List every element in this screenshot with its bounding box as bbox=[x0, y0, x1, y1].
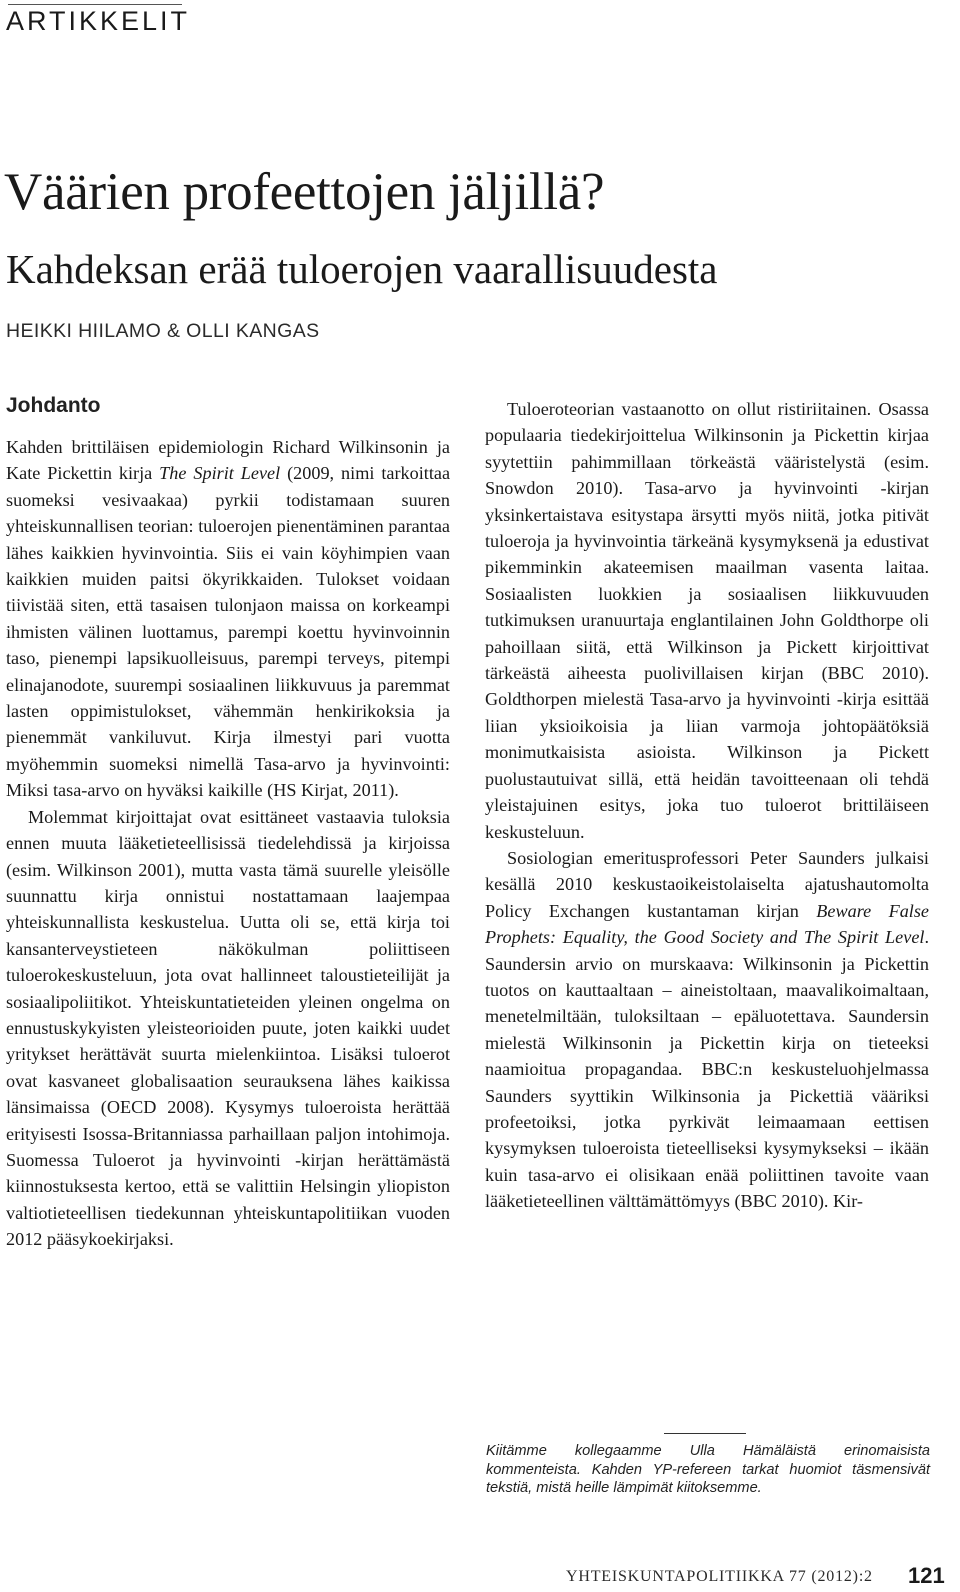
section-label: ARTIKKELIT bbox=[6, 6, 191, 36]
book-title-spirit-level: The Spirit Level bbox=[159, 463, 281, 484]
paragraph-1-text-a: Kahden brittiläisen epidemiologin Richard Wilkinsonin ja Kate Pickettin kirja bbox=[6, 437, 450, 484]
paragraph-4 bbox=[485, 845, 929, 1215]
footnote: Kiitämme kollegaamme Ulla Hämäläistä erinomaisista kommenteista. Kahden YP-refereen tarkat huomiot täsmensivät tekstiä, mistä heille lämpimät kiitoksemme. bbox=[486, 1443, 930, 1496]
paragraph-4-text-b: . Saundersin arvio on murskaava: Wilkinsonin ja Pickettin tuotos on kauttaaltaan – aineistoltaan, maavalikoimaltaan, menetelmiltään, tuloksiltaan – epäluotettava. Saundersin mielestä Wilkinsonin ja Pickettin kirja on tieteeksi naamioitua propagandaa. BBC:n keskusteluohjelmassa Saunders syyttikin Wilkinsonia ja Pickettiä vääriksi profeetoiksi, jotka pyrkivät leimaamaan eettisen kysymyksen tuloeroista tieteelliseksi kysymykseksi – ikään kuin tasa-arvo ei olisikaan enää poliittinen tavoite vaan lääketieteellinen välttämättömyys (BBC 2010). Kir- bbox=[485, 927, 929, 1212]
article-subtitle: Kahdeksan erää tuloerojen vaarallisuudesta bbox=[6, 246, 718, 292]
article-title: Väärien profeettojen jäljillä? bbox=[4, 163, 605, 221]
left-column bbox=[6, 392, 450, 1253]
section-heading: Johdanto bbox=[6, 394, 101, 417]
page-number: 121 bbox=[908, 1563, 945, 1588]
paragraph-1-text-b: (2009, nimi tarkoittaa suomeksi vesivaakaa) pyrkii todistamaan suuren yhteiskunnallisen teorian: tuloerojen pienentäminen parantaa lähes kaikkien hyvinvointia. Siis ei vain köyhimpien vaan kaikkien muiden paitsi ökyrikkaiden. Tulokset voidaan tiivistää siten, että tasaisen tulonjaon maissa on korkeampi ihmisten välinen luottamus, parempi koettu hyvinvoinnin taso, pienempi lapsikuolleisuus, parempi terveys, pitempi elinajanodote, suurempi sosiaalinen liikkuvuus ja paremmat lasten oppimistulokset, vähemmän henkirikoksia ja pienemmät vankiluvut. Kirja ilmestyi pari vuotta myöhemmin suomeksi nimellä Tasa-arvo ja hyvinvointi: Miksi tasa-arvo on hyväksi kaikille (HS Kirjat, 2011). bbox=[6, 463, 451, 801]
paragraph-4-text-a: Sosiologian emeritusprofessori Peter Saunders julkaisi kesällä 2010 keskustaoikeistolaiselta ajatushautomolta Policy Exchangen kustantaman kirjan bbox=[485, 847, 929, 921]
article-authors: HEIKKI HIILAMO & OLLI KANGAS bbox=[6, 320, 320, 342]
right-column bbox=[485, 396, 929, 1215]
paragraph-2: Molemmat kirjoittajat ovat esittäneet vastaavia tuloksia ennen muuta lääketieteellisissä tiedelehdissä ja kirjoissa (esim. Wilkinson 2001), mutta vasta tämä suurelle yleisölle suunnattu kirja onnistui nostattamaan laajempaa yhteiskunnallista keskustelua. Uutta oli se, että kirja toi kansanterveystieteen näkökulman poliittiseen tuloerokeskusteluun, jota ovat hallinneet taloustieteilijät ja sosiaalipoliitikot. Yhteiskuntatieteiden yleinen ongelma on ennustuskykyisten yleisteorioiden puute, joten kaikki uudet yritykset herättävät suurta mielenkiintoa. Lisäksi tuloerot ovat kasvaneet globalisaation seurauksena lähes kaikissa länsimaissa (OECD 2008). Kysymys tuloeroista herättää erityisesti Isossa-Britanniassa parhaillaan paljon intohimoja. Suomessa Tuloerot ja hyvinvointi -kirjan herättämästä kiinnostuksesta kertoo, että se valittiin Helsingin yliopiston valtiotieteellisen tiedekunnan yhteiskuntapolitiikan vuoden 2012 pääsykoekirjaksi. bbox=[6, 806, 450, 1250]
book-title-beware-false-prophets: Beware False Prophets: Equality, the Good Society and The Spirit Level bbox=[485, 900, 930, 948]
footnote-rule bbox=[664, 1433, 746, 1434]
section-rule bbox=[8, 4, 182, 5]
journal-citation: YHTEISKUNTAPOLITIIKKA 77 (2012):2 bbox=[566, 1568, 873, 1585]
paragraph-1 bbox=[6, 434, 450, 804]
paragraph-3: Tuloeroteorian vastaanotto on ollut ristiriitainen. Osassa populaaria tiedekirjoittelua Wilkinsonin ja Pickettin kirjaa syytettiin pahimmillaan törkeästä vääristelystä (esim. Snowdon 2010). Tasa-arvo ja hyvinvointi -kirjan yksinkertaistava esitystapa ärsytti myös niitä, jotka pitivät tuloeroja ja hyvinvointia tärkeänä kysymyksenä ja edustivat pikemminkin akateemisen maailman vasenta laitaa. Sosiaalisten luokkien ja sosiaalisen liikkuvuuden tutkimuksen uranuurtaja englantilainen John Goldthorpe oli pahoillaan siitä, että Wilkinson ja Pickett kirjoittivat tärkeästä aiheesta puolivillaisen kirjan (BBC 2010). Goldthorpen mielestä Tasa-arvo ja hyvinvointi -kirja esittää liian yksioikoisia ja liian varmoja johtopäätöksiä monimutkaisista asioista. Wilkinson ja Pickett puolustautuivat sillä, että heidän tavoitteenaan oli tehdä yleistajuinen esitys, joka tuo tuloerot brittiläiseen keskusteluun. bbox=[485, 399, 929, 842]
